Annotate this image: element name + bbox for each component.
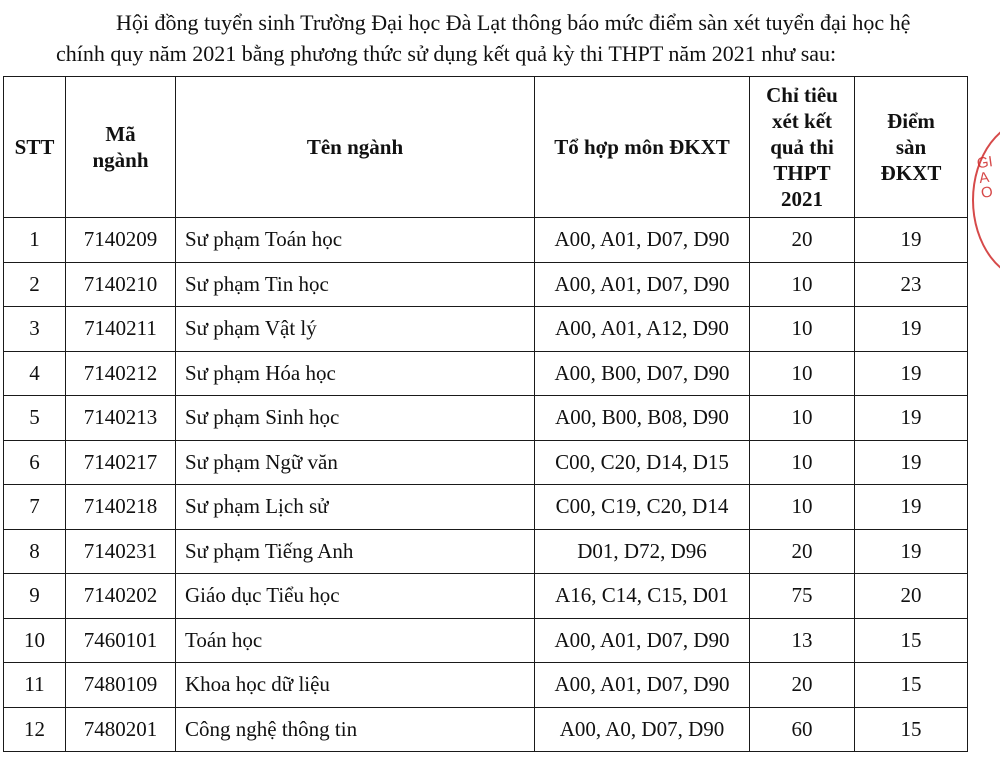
cell-major-name: Sư phạm Sinh học — [176, 396, 535, 441]
cell-major-name: Sư phạm Hóa học — [176, 351, 535, 396]
cell-stt: 12 — [4, 707, 66, 752]
cell-stt: 6 — [4, 440, 66, 485]
cell-min-score: 15 — [855, 707, 968, 752]
header-major-code — [66, 77, 176, 218]
cell-stt: 7 — [4, 485, 66, 530]
cell-major-name: Khoa học dữ liệu — [176, 663, 535, 708]
cell-major-name: Công nghệ thông tin — [176, 707, 535, 752]
header-major-code-text: Mã ngành — [92, 122, 149, 172]
table-row — [4, 574, 968, 619]
cell-major-name: Toán học — [176, 618, 535, 663]
cell-stt: 4 — [4, 351, 66, 396]
header-subject-combination: Tổ hợp môn ĐKXT — [535, 77, 750, 218]
cell-min-score: 20 — [855, 574, 968, 619]
cell-quota: 10 — [750, 396, 855, 441]
cell-major-code: 7140217 — [66, 440, 176, 485]
cell-major-code: 7140231 — [66, 529, 176, 574]
cell-quota: 20 — [750, 218, 855, 263]
cell-stt: 1 — [4, 218, 66, 263]
cell-major-name: Sư phạm Vật lý — [176, 307, 535, 352]
cell-min-score: 15 — [855, 618, 968, 663]
table-row — [4, 440, 968, 485]
cell-subject-combination: A00, A01, A12, D90 — [535, 307, 750, 352]
cell-subject-combination: A00, A01, D07, D90 — [535, 663, 750, 708]
cell-major-code: 7140209 — [66, 218, 176, 263]
cell-stt: 10 — [4, 618, 66, 663]
cell-subject-combination: A00, B00, D07, D90 — [535, 351, 750, 396]
table-row — [4, 618, 968, 663]
table-header — [4, 77, 968, 218]
table-row — [4, 529, 968, 574]
cell-stt: 3 — [4, 307, 66, 352]
cell-subject-combination: C00, C19, C20, D14 — [535, 485, 750, 530]
announcement-line-1: Hội đồng tuyển sinh Trường Đại học Đà Lạt thông báo mức điểm sàn xét tuyển đại học hệ — [116, 10, 911, 35]
cell-subject-combination: A16, C14, C15, D01 — [535, 574, 750, 619]
table-body — [4, 218, 968, 752]
cell-quota: 13 — [750, 618, 855, 663]
cell-subject-combination: D01, D72, D96 — [535, 529, 750, 574]
cell-major-name: Sư phạm Tin học — [176, 262, 535, 307]
table-row — [4, 218, 968, 263]
cell-stt: 5 — [4, 396, 66, 441]
cell-major-name: Giáo dục Tiểu học — [176, 574, 535, 619]
cell-quota: 10 — [750, 485, 855, 530]
announcement-line-2: chính quy năm 2021 bằng phương thức sử dụng kết quả kỳ thi THPT năm 2021 như sau: — [56, 41, 837, 66]
cell-quota: 60 — [750, 707, 855, 752]
cell-min-score: 19 — [855, 218, 968, 263]
table-row — [4, 262, 968, 307]
cell-major-code: 7460101 — [66, 618, 176, 663]
header-major-name: Tên ngành — [176, 77, 535, 218]
cell-quota: 10 — [750, 307, 855, 352]
table-row — [4, 707, 968, 752]
table-row — [4, 663, 968, 708]
cell-stt: 2 — [4, 262, 66, 307]
header-min-score-text: Điểm sàn ĐKXT — [880, 109, 942, 185]
cell-stt: 8 — [4, 529, 66, 574]
cell-major-code: 7140218 — [66, 485, 176, 530]
cell-subject-combination: A00, A01, D07, D90 — [535, 618, 750, 663]
red-seal-stamp-text: GIAO — [975, 153, 994, 202]
cell-subject-combination: A00, A01, D07, D90 — [535, 262, 750, 307]
cell-quota: 10 — [750, 262, 855, 307]
cell-major-code: 7140213 — [66, 396, 176, 441]
header-quota-text: Chỉ tiêu xét kết quả thi THPT 2021 — [766, 83, 838, 211]
table-row — [4, 485, 968, 530]
cell-min-score: 23 — [855, 262, 968, 307]
cell-major-code: 7140202 — [66, 574, 176, 619]
cell-min-score: 19 — [855, 529, 968, 574]
cell-quota: 20 — [750, 663, 855, 708]
cell-min-score: 19 — [855, 307, 968, 352]
admission-score-table — [3, 76, 968, 752]
header-stt: STT — [4, 77, 66, 218]
cell-quota: 10 — [750, 440, 855, 485]
cell-quota: 75 — [750, 574, 855, 619]
table-row — [4, 396, 968, 441]
header-row — [4, 77, 968, 218]
cell-major-code: 7140211 — [66, 307, 176, 352]
cell-major-name: Sư phạm Lịch sử — [176, 485, 535, 530]
cell-major-code: 7480109 — [66, 663, 176, 708]
announcement-paragraph — [0, 0, 1000, 76]
cell-major-code: 7140210 — [66, 262, 176, 307]
cell-quota: 20 — [750, 529, 855, 574]
cell-stt: 9 — [4, 574, 66, 619]
cell-major-code: 7480201 — [66, 707, 176, 752]
cell-subject-combination: A00, A0, D07, D90 — [535, 707, 750, 752]
cell-quota: 10 — [750, 351, 855, 396]
cell-major-name: Sư phạm Toán học — [176, 218, 535, 263]
cell-major-name: Sư phạm Tiếng Anh — [176, 529, 535, 574]
header-min-score — [855, 77, 968, 218]
header-quota — [750, 77, 855, 218]
cell-min-score: 19 — [855, 485, 968, 530]
cell-subject-combination: A00, B00, B08, D90 — [535, 396, 750, 441]
cell-major-name: Sư phạm Ngữ văn — [176, 440, 535, 485]
cell-subject-combination: A00, A01, D07, D90 — [535, 218, 750, 263]
cell-min-score: 19 — [855, 440, 968, 485]
cell-min-score: 15 — [855, 663, 968, 708]
cell-min-score: 19 — [855, 351, 968, 396]
cell-subject-combination: C00, C20, D14, D15 — [535, 440, 750, 485]
cell-min-score: 19 — [855, 396, 968, 441]
table-row — [4, 307, 968, 352]
cell-major-code: 7140212 — [66, 351, 176, 396]
cell-stt: 11 — [4, 663, 66, 708]
table-row — [4, 351, 968, 396]
